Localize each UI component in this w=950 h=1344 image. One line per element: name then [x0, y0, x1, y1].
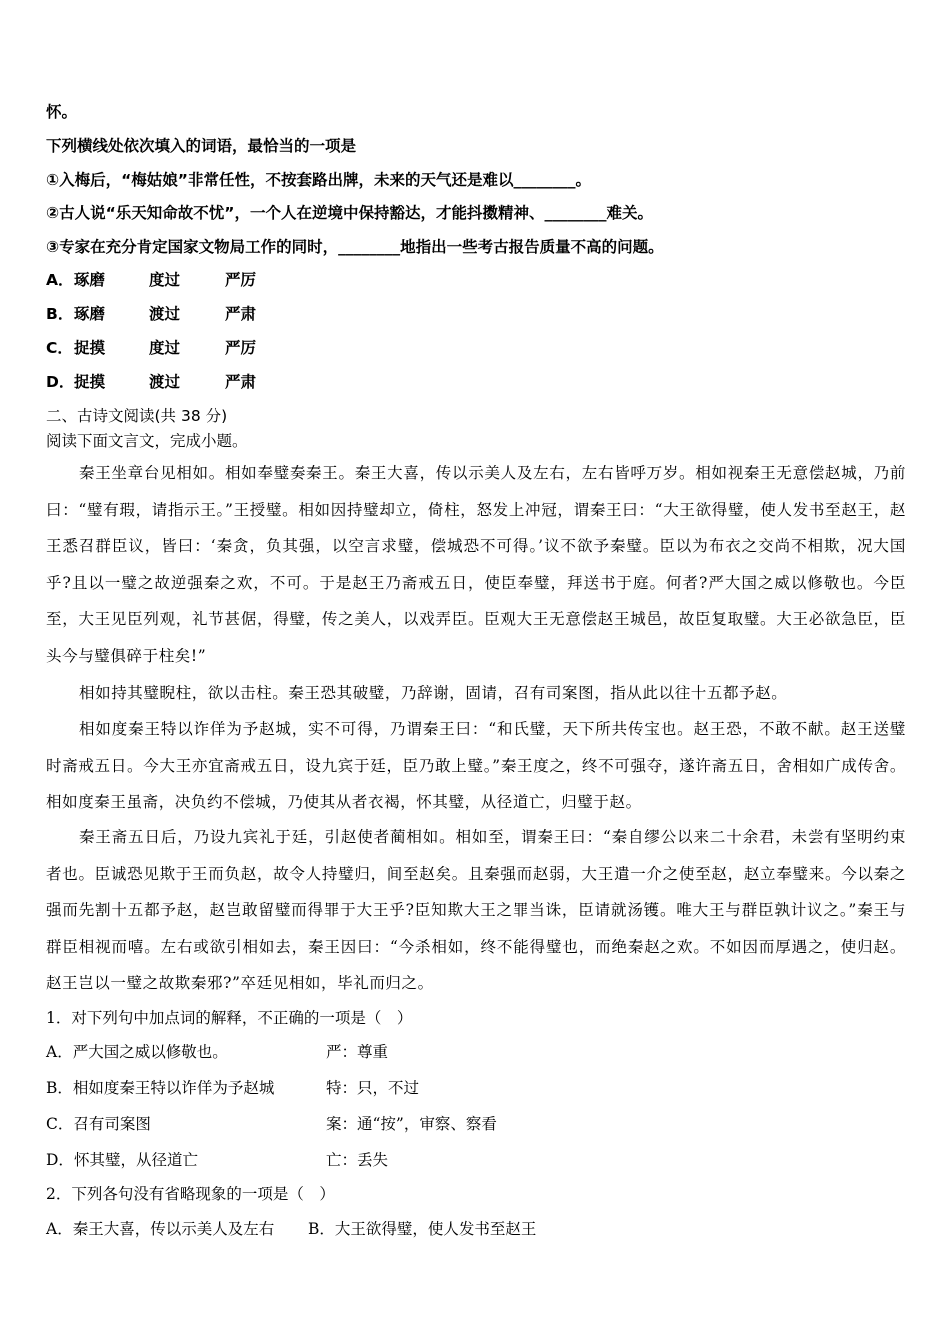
- option-word-3: 严肃: [225, 305, 257, 323]
- option-sentence: 严大国之威以修敬也。: [72, 1043, 228, 1061]
- option-word-3: 严厉: [225, 271, 257, 289]
- section-title: 二、古诗文阅读(共 38 分): [46, 407, 228, 425]
- option-word-1: 琢磨: [74, 305, 106, 323]
- option-gloss: 严：尊重: [326, 1043, 389, 1061]
- question-1-stem: 1．对下列句中加点词的解释，不正确的一项是（ ）: [46, 1009, 413, 1027]
- option-word-1: 琢磨: [74, 271, 106, 289]
- option-sentence: 召有司案图: [73, 1115, 151, 1133]
- option-word-2: 度过: [149, 339, 181, 357]
- option-letter: D．: [46, 373, 75, 391]
- question-2-stem: 2．下列各句没有省略现象的一项是（ ）: [46, 1185, 335, 1203]
- option-word-3: 严厉: [225, 339, 257, 357]
- question-2-options: [46, 1219, 537, 1239]
- option-letter: A．: [46, 271, 74, 289]
- option-sentence: 怀其璧，从径道亡: [73, 1151, 198, 1169]
- passage-paragraph-2: 相如持其璧睨柱，欲以击柱。秦王恐其破璧，乃辞谢，固请，召有司案图，指从此以往十五都予赵。: [79, 684, 788, 702]
- option-sentence: 相如度秦王特以诈佯为予赵城: [72, 1079, 275, 1097]
- option-letter: C．: [46, 339, 73, 357]
- option-c: [46, 338, 257, 358]
- question-1-option-c: [46, 1114, 497, 1134]
- option-letter: B．: [46, 305, 74, 323]
- option-prefix: D．: [46, 1151, 74, 1169]
- option-prefix: A．: [46, 1043, 73, 1061]
- line-end: 怀。: [46, 103, 78, 121]
- option-d: [46, 372, 257, 392]
- section-instruction: 阅读下面文言文，完成小题。: [46, 432, 248, 450]
- question-2-option-b: B．大王欲得璧，使人发书至赵王: [308, 1220, 537, 1238]
- question-1-option-a: [46, 1042, 389, 1062]
- option-gloss: 案：通“按”，审察、察看: [326, 1115, 497, 1133]
- option-word-2: 渡过: [149, 373, 181, 391]
- option-word-1: 捉摸: [74, 373, 106, 391]
- sentence-1: ①入梅后，“梅姑娘”非常任性，不按套路出牌，未来的天气还是难以________。: [46, 171, 591, 189]
- question-2-option-a: A．秦王大喜，传以示美人及左右: [46, 1220, 275, 1238]
- option-prefix: C．: [46, 1115, 74, 1133]
- passage-paragraph-3: 相如度秦王特以诈佯为予赵城，实不可得，乃谓秦王曰：“和氏璧，天下所共传宝也。赵王恐，不敢不献。赵王送璧时斋戒五日。今大王亦宜斋戒五日，设九宾于廷，臣乃敢上璧。”秦王度之，终不可强夺，遂许斋五日，舍相如广成传舍。相如度秦王虽斋，决负约不偿城，乃使其从者衣褐，怀其璧，从径道亡，归璧于赵。: [46, 720, 906, 811]
- passage-paragraph-4: 秦王斋五日后，乃设九宾礼于廷，引赵使者蔺相如。相如至，谓秦王曰：“秦自缪公以来二十余君，未尝有坚明约束者也。臣诚恐见欺于王而负赵，故令人持璧归，间至赵矣。且秦强而赵弱，大王遣一介之使至赵，赵立奉璧来。今以秦之强而先割十五都予赵，赵岂敢留璧而得罪于大王乎?臣知欺大王之罪当诛，臣请就汤镬。唯大王与群臣孰计议之。”秦王与群臣相视而嘻。左右或欲引相如去，秦王因曰：“今杀相如，终不能得璧也，而绝秦赵之欢。不如因而厚遇之，使归赵。赵王岂以一璧之故欺秦邪?”卒廷见相如，毕礼而归之。: [46, 828, 906, 992]
- option-word-2: 度过: [149, 271, 181, 289]
- option-word-2: 渡过: [149, 305, 181, 323]
- sentence-2: ②古人说“乐天知命故不忧”，一个人在逆境中保持豁达，才能抖擞精神、________难关。: [46, 204, 654, 222]
- option-b: [46, 304, 257, 324]
- option-prefix: B．: [46, 1079, 73, 1097]
- option-word-1: 捉摸: [74, 339, 106, 357]
- question-1-option-d: [46, 1150, 389, 1170]
- sentence-3: ③专家在充分肯定国家文物局工作的同时，________地指出一些考古报告质量不高的问题。: [46, 238, 664, 256]
- option-gloss: 特：只，不过: [326, 1079, 420, 1097]
- option-word-3: 严肃: [225, 373, 257, 391]
- question-1-option-b: [46, 1078, 420, 1098]
- passage-paragraph-1: 秦王坐章台见相如。相如奉璧奏秦王。秦王大喜，传以示美人及左右，左右皆呼万岁。相如视秦王无意偿赵城，乃前曰：“璧有瑕，请指示王。”王授璧。相如因持璧却立，倚柱，怒发上冲冠，谓秦王曰：“大王欲得璧，使人发书至赵王，赵王悉召群臣议，皆曰：‘秦贪，负其强，以空言求璧，偿城恐不可得。’议不欲予秦璧。臣以为布衣之交尚不相欺，况大国乎?且以一璧之故逆强秦之欢，不可。于是赵王乃斋戒五日，使臣奉璧，拜送书于庭。何者?严大国之威以修敬也。今臣至，大王见臣列观，礼节甚倨，得璧，传之美人，以戏弄臣。臣观大王无意偿赵王城邑，故臣复取璧。大王必欲急臣，臣头今与璧俱碎于柱矣!”: [46, 464, 906, 665]
- option-gloss: 亡：丢失: [326, 1151, 389, 1169]
- question-instruction: 下列横线处依次填入的词语，最恰当的一项是: [46, 137, 357, 155]
- option-a: [46, 270, 257, 290]
